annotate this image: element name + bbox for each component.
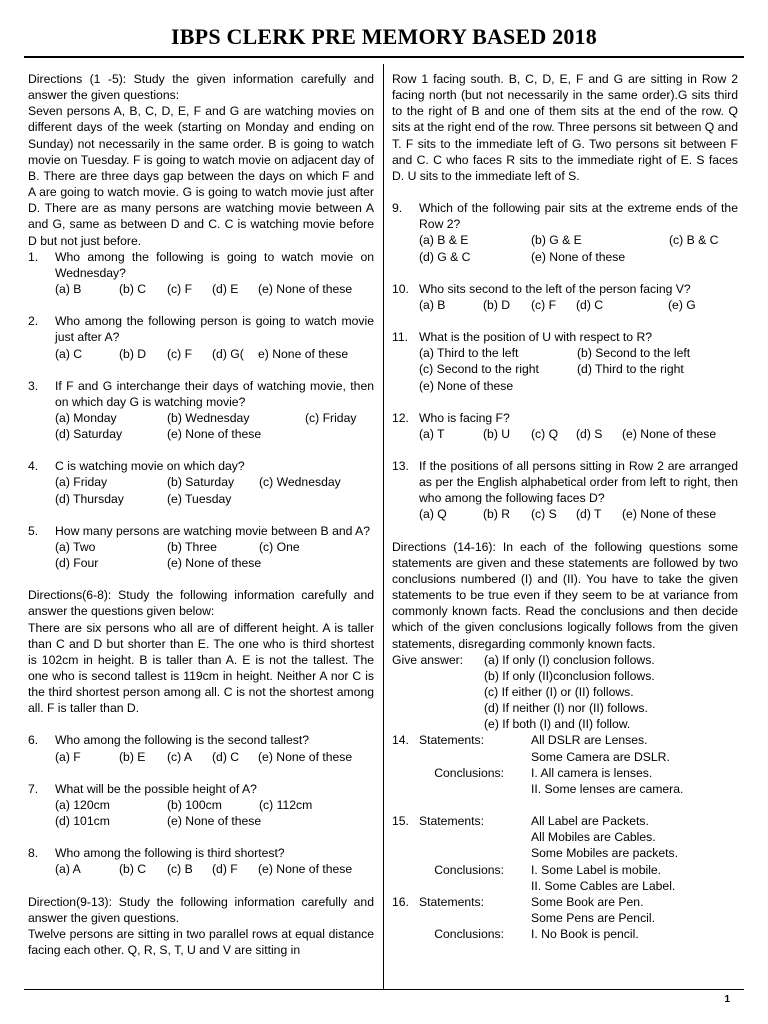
option-e: (e) None of these <box>167 814 262 829</box>
option-a: (a) B & E <box>419 233 469 248</box>
option-c: (c) A <box>167 749 193 764</box>
option-b: (b) D <box>119 346 147 361</box>
conclusion: II. Some lenses are camera. <box>531 781 684 796</box>
puzzle-2-text: There are six persons who all are of different height. A is taller than C and D but shorter than E. The one who is third shortest is 102cm in height. B is taller than A. E is not the tallest. The one who is second tallest is 119cm in height. Neither A nor C is the third shortest person among all. C is not the shortest among all. F is taller than D. <box>28 620 374 716</box>
option-e: (e) None of these <box>622 507 717 522</box>
options-row <box>55 539 374 555</box>
option-a: (a) F <box>55 749 81 764</box>
question-4 <box>28 458 374 506</box>
give-answer-block <box>392 652 738 733</box>
option-e: (e) None of these <box>167 427 262 442</box>
option-c: (c) F <box>531 297 557 312</box>
option-a: (a) 120cm <box>55 797 110 812</box>
option-a: (a) Q <box>419 507 447 522</box>
options-row <box>55 797 374 813</box>
options-row <box>419 297 738 313</box>
statement: All Label are Packets. <box>531 814 649 829</box>
options-row <box>55 813 374 829</box>
option-a: (a) T <box>419 426 445 441</box>
question-number: 6. <box>28 733 39 748</box>
directions-14-16: Directions (14-16): In each of the following questions some statements are given and these statements are followed by two conclusions numbered (I) and (II). You have to take the given statements to be true even if they seem to be at variance from commonly known facts. Read the conclusions and then decide which of the given conclusions logically follows from the given statements, disregarding commonly known facts. <box>392 539 738 651</box>
question-number: 7. <box>28 781 39 796</box>
conclusions-label: Conclusions: <box>434 927 504 942</box>
question-number: 5. <box>28 523 39 538</box>
question-14 <box>392 732 738 797</box>
question-2 <box>28 313 374 361</box>
right-column <box>392 71 738 942</box>
conclusion: II. Some Cables are Label. <box>531 878 676 893</box>
option-a: (a) A <box>55 862 81 877</box>
question-number: 4. <box>28 459 39 474</box>
page-number: 1 <box>724 994 730 1005</box>
answer-key-d: (d) If neither (I) nor (II) follows. <box>484 701 648 716</box>
option-b: (b) G & E <box>531 233 582 248</box>
question-number: 16. <box>392 894 409 909</box>
puzzle-1-text: Seven persons A, B, C, D, E, F and G are watching movies on different days of the week (starting on Monday and ending on Sunday) not necessarily in the same order. B is going to watch movie on Tuesday. F is going to watch movie on adjacent day of B. There are three days gap between the days on which F and A are going to watch movie. G is going to watch movie just after D. There are as many persons are watching movie between A and G, same as between D and C. C is watching movie before D but not just before. <box>28 104 374 248</box>
question-text: Which of the following pair sits at the extreme ends of the Row 2? <box>419 201 738 232</box>
answer-key-c: (c) If either (I) or (II) follows. <box>484 685 634 699</box>
option-d: (d) Thursday <box>55 491 124 506</box>
option-a: (a) B <box>55 282 82 297</box>
option-b: (b) Second to the left <box>577 346 691 361</box>
question-text: If F and G interchange their days of watching movie, then on which day G is watching movie? <box>55 378 374 409</box>
options-row <box>55 861 374 877</box>
question-number: 15. <box>392 814 409 829</box>
option-d: (d) Four <box>55 556 99 571</box>
option-c: (c) S <box>531 507 557 522</box>
option-d: (d) G( <box>212 346 244 361</box>
options-row <box>55 410 374 426</box>
statements-label: Statements: <box>419 814 485 829</box>
option-b: (b) R <box>483 507 511 522</box>
question-text: How many persons are watching movie between B and A? <box>55 523 371 538</box>
option-d: (d) C <box>212 749 240 764</box>
left-column <box>28 71 374 958</box>
footer-rule <box>24 989 744 990</box>
options-row <box>55 749 374 765</box>
option-a: (a) Third to the left <box>419 346 519 361</box>
question-text: Who is facing F? <box>419 410 510 425</box>
statement: Some Pens are Pencil. <box>531 911 655 926</box>
option-a: (a) B <box>419 297 446 312</box>
puzzle-3-text: Twelve persons are sitting in two parallel rows at equal distance facing each other. Q, R, S, T, U and V are sitting in <box>28 926 374 958</box>
options-row <box>419 249 738 265</box>
option-b: (b) E <box>119 749 146 764</box>
option-a: (a) Monday <box>55 410 117 425</box>
conclusions-label: Conclusions: <box>434 862 504 877</box>
option-b: (b) Three <box>167 539 217 554</box>
option-b: (b) Wednesday <box>167 410 250 425</box>
question-text: If the positions of all persons sitting in Row 2 are arranged as per the English alphabetical order from left to right, then who among the following faces D? <box>419 458 738 506</box>
give-answer-label: Give answer: <box>392 652 464 667</box>
options-row <box>55 474 374 490</box>
conclusions-label: Conclusions: <box>434 765 504 780</box>
question-5 <box>28 523 374 571</box>
statement: Some Camera are DSLR. <box>531 749 670 764</box>
question-number: 10. <box>392 281 409 296</box>
option-b: (b) C <box>119 862 147 877</box>
option-b: (b) Saturday <box>167 475 235 490</box>
option-c: (c) 112cm <box>259 797 313 812</box>
options-row <box>419 426 738 442</box>
options-row <box>419 361 738 377</box>
option-c: (c) Second to the right <box>419 362 539 377</box>
options-row <box>419 345 738 361</box>
option-a: (a) Friday <box>55 475 108 490</box>
question-number: 2. <box>28 314 39 329</box>
options-row <box>419 232 738 248</box>
option-e: e) None of these <box>258 346 349 361</box>
option-a: (a) C <box>55 346 83 361</box>
option-d: (d) Saturday <box>55 427 123 442</box>
question-13 <box>392 458 738 523</box>
option-c: (c) Q <box>531 426 559 441</box>
question-6 <box>28 732 374 764</box>
option-c: (c) F <box>167 282 193 297</box>
question-1 <box>28 249 374 297</box>
question-9 <box>392 200 738 265</box>
answer-key-b: (b) If only (II)conclusion follows. <box>484 668 655 683</box>
statement: All Mobiles are Cables. <box>531 830 656 845</box>
option-d: (d) C <box>576 297 604 312</box>
question-3 <box>28 378 374 443</box>
option-b: (b) U <box>483 426 511 441</box>
option-d: (d) F <box>212 862 238 877</box>
question-text: Who among the following is going to watch movie on Wednesday? <box>55 249 374 280</box>
page-title: IBPS CLERK PRE MEMORY BASED 2018 <box>171 24 597 49</box>
question-number: 8. <box>28 846 39 861</box>
option-b: (b) C <box>119 282 147 297</box>
question-text: Who sits second to the left of the person facing V? <box>419 281 691 296</box>
question-text: Who among the following is third shortest? <box>55 846 285 861</box>
question-number: 9. <box>392 201 403 216</box>
question-16 <box>392 894 738 942</box>
options-row <box>55 281 374 297</box>
conclusion: I. All camera is lenses. <box>531 765 653 780</box>
question-number: 1. <box>28 249 39 264</box>
option-c: (c) B <box>167 862 193 877</box>
option-d: (d) S <box>576 426 603 441</box>
option-d: (d) 101cm <box>55 814 110 829</box>
option-e: (e) None of these <box>531 249 626 264</box>
option-d: (d) T <box>576 507 602 522</box>
options-row <box>55 346 374 362</box>
question-15 <box>392 813 738 894</box>
question-number: 12. <box>392 410 409 425</box>
option-e: (e) None of these <box>167 556 262 571</box>
option-a: (a) Two <box>55 539 96 554</box>
option-d: (d) G & C <box>419 249 471 264</box>
question-text: C is watching movie on which day? <box>55 459 245 474</box>
directions-9-13: Direction(9-13): Study the following information carefully and answer the given questions. <box>28 894 374 925</box>
statement: Some Mobiles are packets. <box>531 846 678 861</box>
statements-label: Statements: <box>419 894 485 909</box>
option-e: (e) None of these <box>258 749 353 764</box>
question-number: 11. <box>392 330 409 345</box>
statement: All DSLR are Lenses. <box>531 733 648 748</box>
question-11 <box>392 329 738 394</box>
option-c: (c) F <box>167 346 193 361</box>
answer-key-a: (a) If only (I) conclusion follows. <box>484 652 655 667</box>
statements-label: Statements: <box>419 733 485 748</box>
option-e: (e) Tuesday <box>167 491 232 506</box>
question-7 <box>28 781 374 829</box>
question-8 <box>28 845 374 877</box>
option-d: (d) Third to the right <box>577 362 684 377</box>
option-e: (e) None of these <box>419 378 514 393</box>
option-e: (e) None of these <box>622 426 717 441</box>
conclusion: I. Some Label is mobile. <box>531 862 662 877</box>
options-row <box>419 506 738 522</box>
options-row <box>419 378 738 394</box>
option-b: (b) 100cm <box>167 797 222 812</box>
question-number: 3. <box>28 378 39 393</box>
directions-1-5: Directions (1 -5): Study the given information carefully and answer the given questions: <box>28 72 374 103</box>
options-row <box>55 555 374 571</box>
directions-6-8: Directions(6-8): Study the following information carefully and answer the questions given below: <box>28 588 374 619</box>
option-e: (e) None of these <box>258 862 353 877</box>
option-e: (e) G <box>668 297 696 312</box>
option-b: (b) D <box>483 297 511 312</box>
conclusion: I. No Book is pencil. <box>531 927 639 942</box>
option-d: (d) E <box>212 282 239 297</box>
options-row <box>55 426 374 442</box>
option-c: (c) Friday <box>305 410 357 425</box>
puzzle-3-continued: Row 1 facing south. B, C, D, E, F and G are sitting in Row 2 facing north (but not necessarily in the same order).G sits third to the right of B and one of them sits at the end of the row. Q sits at the right end of the row. Three persons sit between Q and T. F sits to the immediate left of G. Two persons sit between F and C. C who faces R sits to the immediate right of E. S faces D. U sits to the immediate left of S. <box>392 72 738 183</box>
question-text: What will be the possible height of A? <box>55 781 257 796</box>
option-c: (c) One <box>259 539 300 554</box>
statement: Some Book are Pen. <box>531 894 644 909</box>
question-number: 14. <box>392 733 409 748</box>
column-divider <box>383 64 384 990</box>
answer-key-e: (e) If both (I) and (II) follow. <box>484 717 631 732</box>
question-number: 13. <box>392 458 409 473</box>
options-row <box>55 491 374 507</box>
question-10 <box>392 281 738 313</box>
option-c: (c) B & C <box>669 233 719 248</box>
question-text: Who among the following is the second tallest? <box>55 733 310 748</box>
question-12 <box>392 410 738 442</box>
option-c: (c) Wednesday <box>259 475 341 490</box>
question-text: Who among the following person is going to watch movie just after A? <box>55 314 374 345</box>
question-text: What is the position of U with respect to R? <box>419 330 653 345</box>
option-e: (e) None of these <box>258 282 353 297</box>
title-rule <box>24 56 744 58</box>
